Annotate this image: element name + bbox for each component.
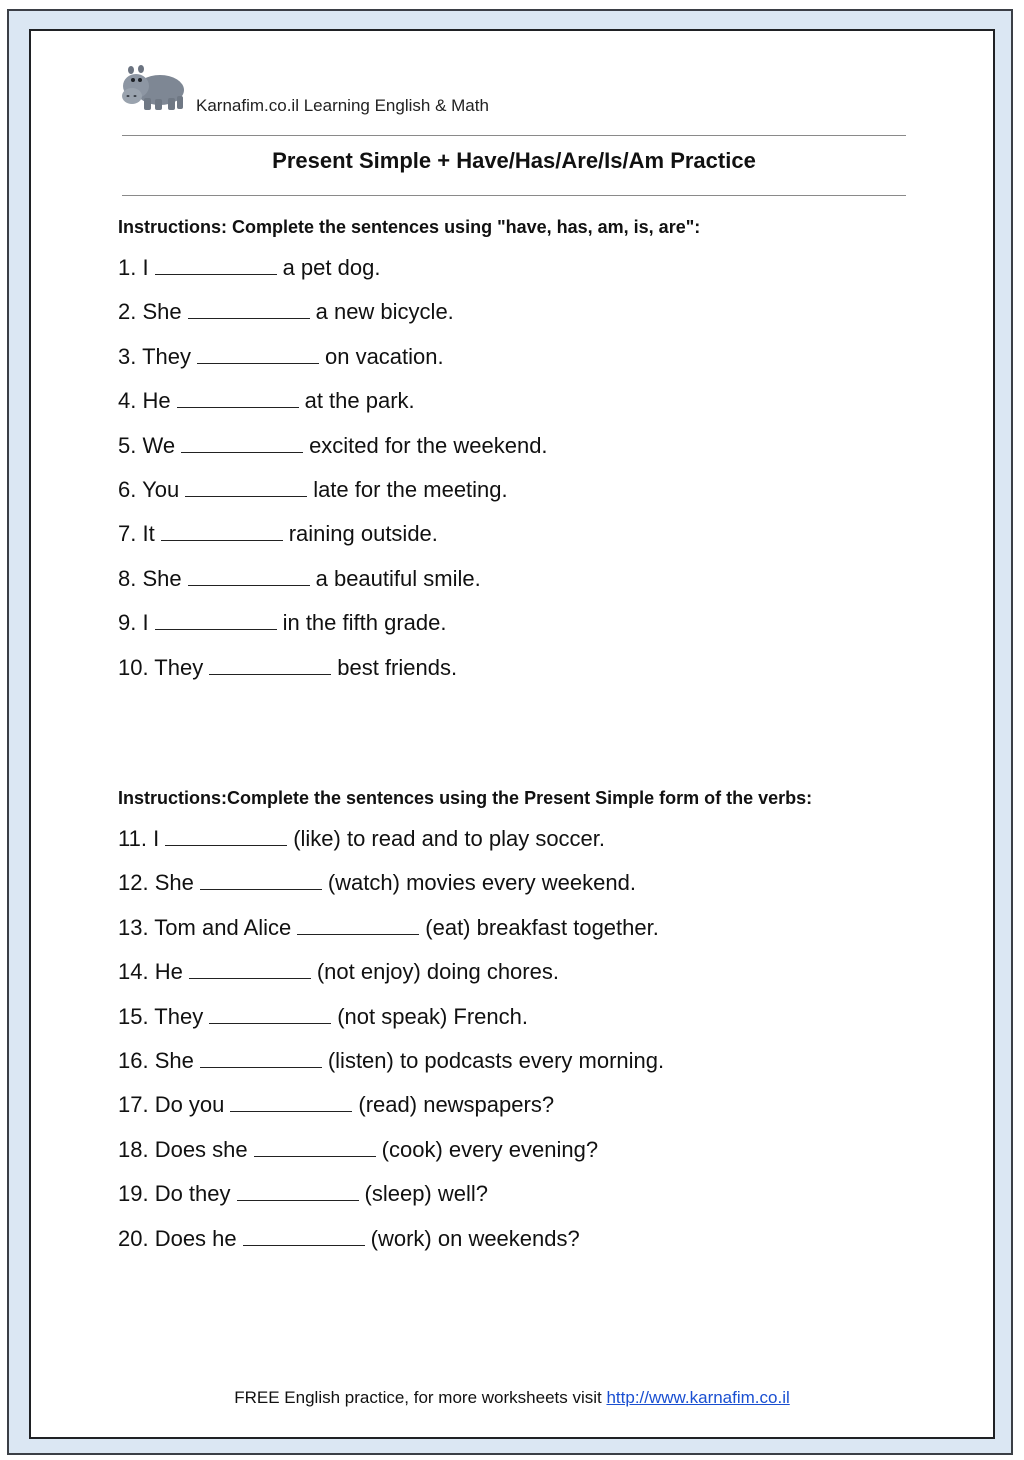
exercise-item: 17. Do you (read) newspapers?	[118, 1092, 555, 1118]
answer-blank[interactable]	[243, 1225, 365, 1246]
answer-blank[interactable]	[209, 1003, 331, 1024]
exercise-item: 2. She a new bicycle.	[118, 299, 454, 325]
exercise-item: 13. Tom and Alice (eat) breakfast together.	[118, 914, 659, 940]
exercise-item: 18. Does she (cook) every evening?	[118, 1136, 599, 1162]
header-bottom-divider	[122, 195, 906, 196]
answer-blank[interactable]	[254, 1136, 376, 1157]
answer-blank[interactable]	[161, 520, 283, 541]
exercise-item: 4. He at the park.	[118, 388, 415, 414]
answer-blank[interactable]	[230, 1091, 352, 1112]
section1-exercise-list	[118, 254, 548, 698]
answer-blank[interactable]	[209, 654, 331, 675]
answer-blank[interactable]	[200, 1047, 322, 1068]
exercise-item: 15. They (not speak) French.	[118, 1003, 528, 1029]
exercise-item: 20. Does he (work) on weekends?	[118, 1225, 580, 1251]
section1-instructions: Instructions: Complete the sentences using "have, has, am, is, are":	[118, 217, 701, 237]
answer-blank[interactable]	[177, 387, 299, 408]
footer	[0, 1388, 1024, 1408]
section2-exercise-list	[118, 825, 664, 1269]
exercise-item: 10. They best friends.	[118, 654, 458, 680]
site-name: Karnafim.co.il Learning English & Math	[196, 96, 489, 115]
page-title: Present Simple + Have/Has/Are/Is/Am Practice	[272, 148, 756, 173]
exercise-item: 8. She a beautiful smile.	[118, 565, 481, 591]
answer-blank[interactable]	[185, 476, 307, 497]
exercise-item: 3. They on vacation.	[118, 343, 444, 369]
answer-blank[interactable]	[189, 958, 311, 979]
header-top-divider	[122, 135, 906, 136]
exercise-item: 19. Do they (sleep) well?	[118, 1181, 489, 1207]
exercise-item: 1. I a pet dog.	[118, 255, 381, 280]
section2-instructions: Instructions:Complete the sentences using the Present Simple form of the verbs:	[118, 788, 813, 808]
website-link[interactable]: http://www.karnafim.co.il	[606, 1388, 790, 1407]
exercise-item: 6. You late for the meeting.	[118, 476, 508, 502]
exercise-item: 7. It raining outside.	[118, 521, 438, 547]
answer-blank[interactable]	[237, 1180, 359, 1201]
answer-blank[interactable]	[197, 343, 319, 364]
footer-text: FREE English practice, for more worksheets visit	[234, 1388, 607, 1407]
exercise-item: 14. He (not enjoy) doing chores.	[118, 959, 559, 985]
answer-blank[interactable]	[200, 869, 322, 890]
answer-blank[interactable]	[155, 254, 277, 275]
exercise-item: 9. I in the fifth grade.	[118, 610, 447, 636]
hippo-icon	[122, 58, 186, 112]
answer-blank[interactable]	[188, 298, 310, 319]
answer-blank[interactable]	[181, 432, 303, 453]
answer-blank[interactable]	[297, 914, 419, 935]
exercise-item: 16. She (listen) to podcasts every morning.	[118, 1047, 665, 1073]
exercise-item: 12. She (watch) movies every weekend.	[118, 870, 636, 896]
exercise-item: 11. I (like) to read and to play soccer.	[118, 826, 606, 851]
exercise-item: 5. We excited for the weekend.	[118, 432, 548, 458]
answer-blank[interactable]	[188, 565, 310, 586]
answer-blank[interactable]	[155, 609, 277, 630]
answer-blank[interactable]	[165, 825, 287, 846]
